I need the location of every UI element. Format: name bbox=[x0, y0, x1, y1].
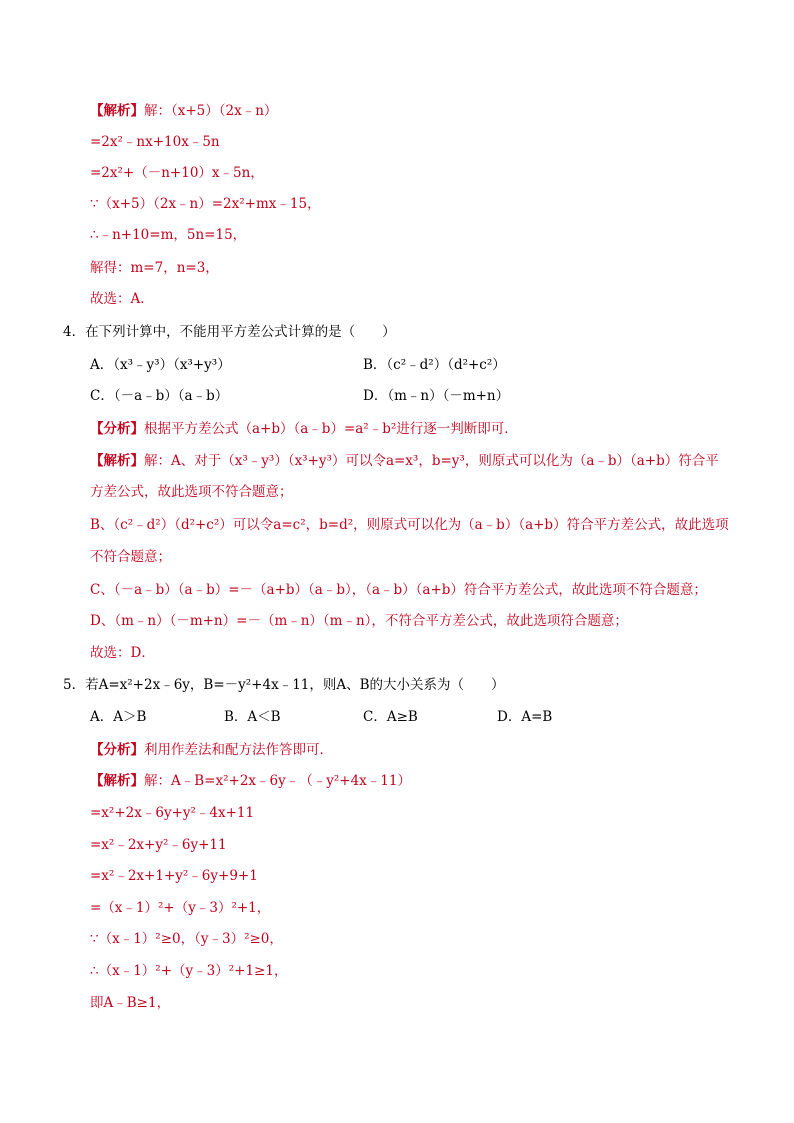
answer-line: 故选：A． bbox=[90, 291, 154, 307]
solution-step: =x²﹣2x+y²﹣6y+11 bbox=[90, 837, 227, 853]
solution-step: ∴（x﹣1）²+（y﹣3）²+1≥1， bbox=[90, 963, 288, 979]
solution-step: =2x²+（－n+10）x﹣5n， bbox=[90, 165, 264, 181]
analysis-line: 【分析】根据平方差公式（a+b）（a﹣b）=a²﹣b²进行逐一判断即可． bbox=[90, 421, 518, 437]
analysis-tag: 【解析】 bbox=[90, 103, 144, 119]
option-4c: C．（－a﹣b）（a﹣b） bbox=[90, 388, 229, 404]
question-4: 4．在下列计算中，不能用平方差公式计算的是（ ） bbox=[63, 324, 396, 340]
option-5a: A．A＞B bbox=[90, 709, 147, 725]
analysis-tag: 【分析】 bbox=[90, 421, 144, 437]
option-5b: B．A＜B bbox=[224, 709, 281, 725]
analysis-line-1: 【解析】解：（x+5）（2x﹣n） bbox=[90, 103, 278, 119]
option-4b: B．（c²﹣d²）（d²+c²） bbox=[363, 357, 506, 373]
option-5d: D．A=B bbox=[497, 709, 553, 725]
solution-step: ∵（x﹣1）²≥0，（y﹣3）²≥0， bbox=[90, 931, 283, 947]
answer-line: 故选：D． bbox=[90, 645, 155, 661]
analysis-tag: 【分析】 bbox=[90, 742, 144, 758]
solution-step: 不符合题意； bbox=[90, 549, 171, 565]
option-4a: A．（x³﹣y³）（x³+y³） bbox=[90, 357, 231, 373]
solution-tag: 【解析】 bbox=[90, 453, 144, 469]
option-5c: C．A≥B bbox=[363, 709, 418, 725]
solution-step: =x²+2x﹣6y+y²﹣4x+11 bbox=[90, 805, 255, 821]
solution-step: 方差公式，故此选项不符合题意； bbox=[90, 484, 293, 500]
solution-step: ∴﹣n+10=m，5n=15， bbox=[90, 227, 247, 243]
solution-tag: 【解析】 bbox=[90, 773, 144, 789]
option-4d: D．（m﹣n）（－m+n） bbox=[363, 388, 510, 404]
solution-line: 【解析】解：A﹣B=x²+2x﹣6y﹣（﹣y²+4x﹣11） bbox=[90, 773, 411, 789]
solution-step: C、（－a﹣b）（a﹣b）=－（a+b）（a﹣b），（a﹣b）（a+b）符合平方差公式，故此选项不符合题意； bbox=[90, 582, 707, 598]
analysis-line: 【分析】利用作差法和配方法作答即可． bbox=[90, 742, 333, 758]
solution-step: =（x﹣1）²+（y﹣3）²+1， bbox=[90, 900, 271, 916]
solution-step: =2x²﹣nx+10x﹣5n bbox=[90, 134, 220, 150]
solution-step: 即A﹣B≥1， bbox=[90, 995, 171, 1011]
solution-line: 【解析】解：A、对于（x³﹣y³）（x³+y³）可以令a=x³，b=y³，则原式可以化为（a﹣b）（a+b）符合平 bbox=[90, 453, 719, 469]
question-5: 5．若A=x²+2x﹣6y，B=－y²+4x﹣11，则A、B的大小关系为（ ） bbox=[63, 677, 505, 693]
solution-step: ∵（x+5）（2x﹣n）=2x²+mx﹣15， bbox=[90, 196, 321, 212]
solution-step: B、（c²﹣d²）（d²+c²）可以令a=c²，b=d²，则原式可以化为（a﹣b）（a+b）符合平方差公式，故此选项 bbox=[90, 517, 729, 533]
solution-step: D、（m﹣n）（－m+n）=－（m﹣n）（m﹣n），不符合平方差公式，故此选项符合题意； bbox=[90, 613, 628, 629]
solution-step: =x²﹣2x+1+y²﹣6y+9+1 bbox=[90, 868, 258, 884]
solution-step: 解得：m=7，n=3， bbox=[90, 260, 219, 276]
